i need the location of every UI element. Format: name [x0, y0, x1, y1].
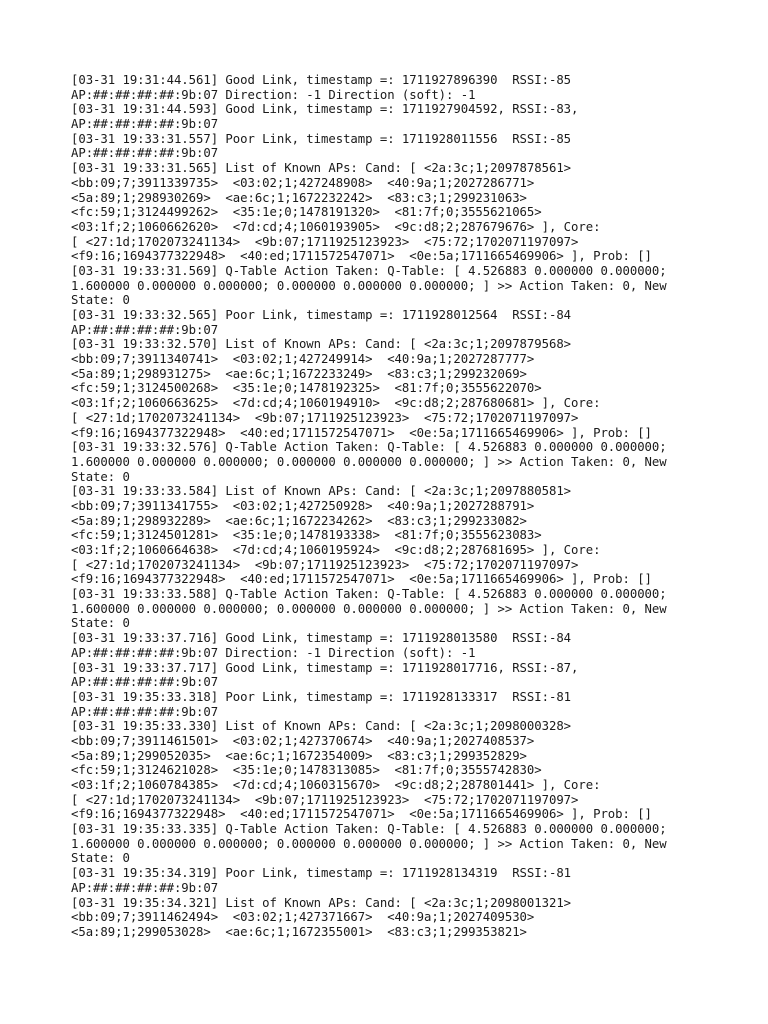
- log-line: [03-31 19:31:44.593] Good Link, timestamp =: 1711927904592, RSSI:-83,: [71, 102, 579, 117]
- log-line: <fc:59;1;3124500268> <35:1e;0;1478192325> <81:7f;0;3555622070>: [71, 381, 542, 396]
- log-line: [03-31 19:33:31.557] Poor Link, timestamp =: 1711928011556 RSSI:-85: [71, 131, 572, 146]
- log-line: <fc:59;1;3124621028> <35:1e;0;1478313085> <81:7f;0;3555742830>: [71, 763, 542, 778]
- log-line: <bb:09;7;3911339735> <03:02;1;427248908> <40:9a;1;2027286771>: [71, 175, 535, 190]
- log-line: State: 0: [71, 616, 130, 631]
- log-line: <03:1f;2;1060784385> <7d:cd;4;1060315670> <9c:d8;2;287801441> ], Core:: [71, 778, 601, 792]
- log-line: <03:1f;2;1060662620> <7d:cd;4;1060193905> <9c:d8;2;287679676> ], Core:: [71, 219, 601, 234]
- log-line: [03-31 19:33:33.584] List of Known APs: Cand: [ <2a:3c;1;2097880581>: [71, 484, 572, 499]
- log-line: State: 0: [71, 293, 130, 308]
- log-line: <bb:09;7;3911461501> <03:02;1;427370674> <40:9a;1;2027408537>: [71, 733, 535, 748]
- log-line: [03-31 19:35:33.335] Q-Table Action Taken: Q-Table: [ 4.526883 0.000000 0.000000;: [71, 822, 667, 837]
- log-line: <fc:59;1;3124499262> <35:1e;0;1478191320> <81:7f;0;3555621065>: [71, 205, 542, 220]
- log-line: <03:1f;2;1060663625> <7d:cd;4;1060194910> <9c:d8;2;287680681> ], Core:: [71, 396, 601, 411]
- log-line: <5a:89;1;298930269> <ae:6c;1;1672232242> <83:c3;1;299231063>: [71, 190, 527, 205]
- log-line: [ <27:1d;1702073241134> <9b:07;1711925123923> <75:72;1702071197097>: [71, 557, 579, 572]
- log-line: [03-31 19:33:33.588] Q-Table Action Taken: Q-Table: [ 4.526883 0.000000 0.000000;: [71, 587, 667, 602]
- log-line: State: 0: [71, 851, 130, 866]
- log-line: State: 0: [71, 469, 130, 484]
- log-line: AP:##:##:##:##:9b:07: [71, 675, 219, 690]
- log-line: [03-31 19:33:32.570] List of Known APs: Cand: [ <2a:3c;1;2097879568>: [71, 337, 572, 352]
- log-line: 1.600000 0.000000 0.000000; 0.000000 0.000000 0.000000; ] >> Action Taken: 0, New: [71, 836, 667, 851]
- log-line: [03-31 19:35:33.318] Poor Link, timestamp =: 1711928133317 RSSI:-81: [71, 689, 572, 704]
- log-line: AP:##:##:##:##:9b:07 Direction: -1 Direction (soft): -1: [71, 645, 476, 660]
- log-line: [03-31 19:33:37.717] Good Link, timestamp =: 1711928017716, RSSI:-87,: [71, 660, 579, 675]
- log-line: AP:##:##:##:##:9b:07: [71, 880, 219, 895]
- log-line: [ <27:1d;1702073241134> <9b:07;1711925123923> <75:72;1702071197097>: [71, 234, 579, 249]
- log-line: <f9:16;1694377322948> <40:ed;1711572547071> <0e:5a;1711665469906> ], Prob: []: [71, 572, 652, 587]
- log-line: <5a:89;1;298931275> <ae:6c;1;1672233249> <83:c3;1;299232069>: [71, 366, 527, 381]
- log-line: <bb:09;7;3911462494> <03:02;1;427371667> <40:9a;1;2027409530>: [71, 910, 535, 925]
- log-line: 1.600000 0.000000 0.000000; 0.000000 0.000000 0.000000; ] >> Action Taken: 0, New: [71, 278, 667, 293]
- log-line: <5a:89;1;298932289> <ae:6c;1;1672234262> <83:c3;1;299233082>: [71, 513, 527, 528]
- log-line: [03-31 19:33:37.716] Good Link, timestamp =: 1711928013580 RSSI:-84: [71, 631, 572, 646]
- log-line: AP:##:##:##:##:9b:07: [71, 117, 219, 132]
- log-line: [03-31 19:33:31.569] Q-Table Action Taken: Q-Table: [ 4.526883 0.000000 0.000000;: [71, 263, 667, 278]
- log-line: <5a:89;1;299052035> <ae:6c;1;1672354009> <83:c3;1;299352829>: [71, 748, 527, 763]
- log-line: [03-31 19:33:32.565] Poor Link, timestamp =: 1711928012564 RSSI:-84: [71, 308, 572, 322]
- log-line: AP:##:##:##:##:9b:07: [71, 704, 219, 719]
- log-line: [ <27:1d;1702073241134> <9b:07;1711925123923> <75:72;1702071197097>: [71, 410, 579, 425]
- log-line: [03-31 19:35:33.330] List of Known APs: Cand: [ <2a:3c;1;2098000328>: [71, 719, 572, 734]
- log-line: [03-31 19:35:34.321] List of Known APs: Cand: [ <2a:3c;1;2098001321>: [71, 895, 572, 910]
- log-line: AP:##:##:##:##:9b:07 Direction: -1 Direction (soft): -1: [71, 87, 476, 102]
- log-line: [ <27:1d;1702073241134> <9b:07;1711925123923> <75:72;1702071197097>: [71, 792, 579, 807]
- log-line: 1.600000 0.000000 0.000000; 0.000000 0.000000 0.000000; ] >> Action Taken: 0, New: [71, 454, 667, 469]
- log-line: AP:##:##:##:##:9b:07: [71, 146, 219, 161]
- log-line: <bb:09;7;3911340741> <03:02;1;427249914> <40:9a;1;2027287777>: [71, 352, 535, 367]
- log-document: [71, 73, 711, 940]
- log-line: 1.600000 0.000000 0.000000; 0.000000 0.000000 0.000000; ] >> Action Taken: 0, New: [71, 601, 667, 616]
- log-line: <f9:16;1694377322948> <40:ed;1711572547071> <0e:5a;1711665469906> ], Prob: []: [71, 425, 652, 440]
- log-line: <f9:16;1694377322948> <40:ed;1711572547071> <0e:5a;1711665469906> ], Prob: []: [71, 249, 652, 264]
- log-line: <f9:16;1694377322948> <40:ed;1711572547071> <0e:5a;1711665469906> ], Prob: []: [71, 807, 652, 822]
- log-line: [03-31 19:33:31.565] List of Known APs: Cand: [ <2a:3c;1;2097878561>: [71, 161, 572, 176]
- log-line: <fc:59;1;3124501281> <35:1e;0;1478193338> <81:7f;0;3555623083>: [71, 528, 542, 543]
- log-line: [03-31 19:35:34.319] Poor Link, timestamp =: 1711928134319 RSSI:-81: [71, 866, 572, 881]
- log-line: <5a:89;1;299053028> <ae:6c;1;1672355001> <83:c3;1;299353821>: [71, 924, 527, 939]
- log-line: [03-31 19:33:32.576] Q-Table Action Taken: Q-Table: [ 4.526883 0.000000 0.000000;: [71, 440, 667, 455]
- log-line: <bb:09;7;3911341755> <03:02;1;427250928> <40:9a;1;2027288791>: [71, 498, 535, 513]
- log-line: <03:1f;2;1060664638> <7d:cd;4;1060195924> <9c:d8;2;287681695> ], Core:: [71, 543, 601, 557]
- log-line: AP:##:##:##:##:9b:07: [71, 322, 219, 337]
- log-line: [03-31 19:31:44.561] Good Link, timestamp =: 1711927896390 RSSI:-85: [71, 73, 572, 87]
